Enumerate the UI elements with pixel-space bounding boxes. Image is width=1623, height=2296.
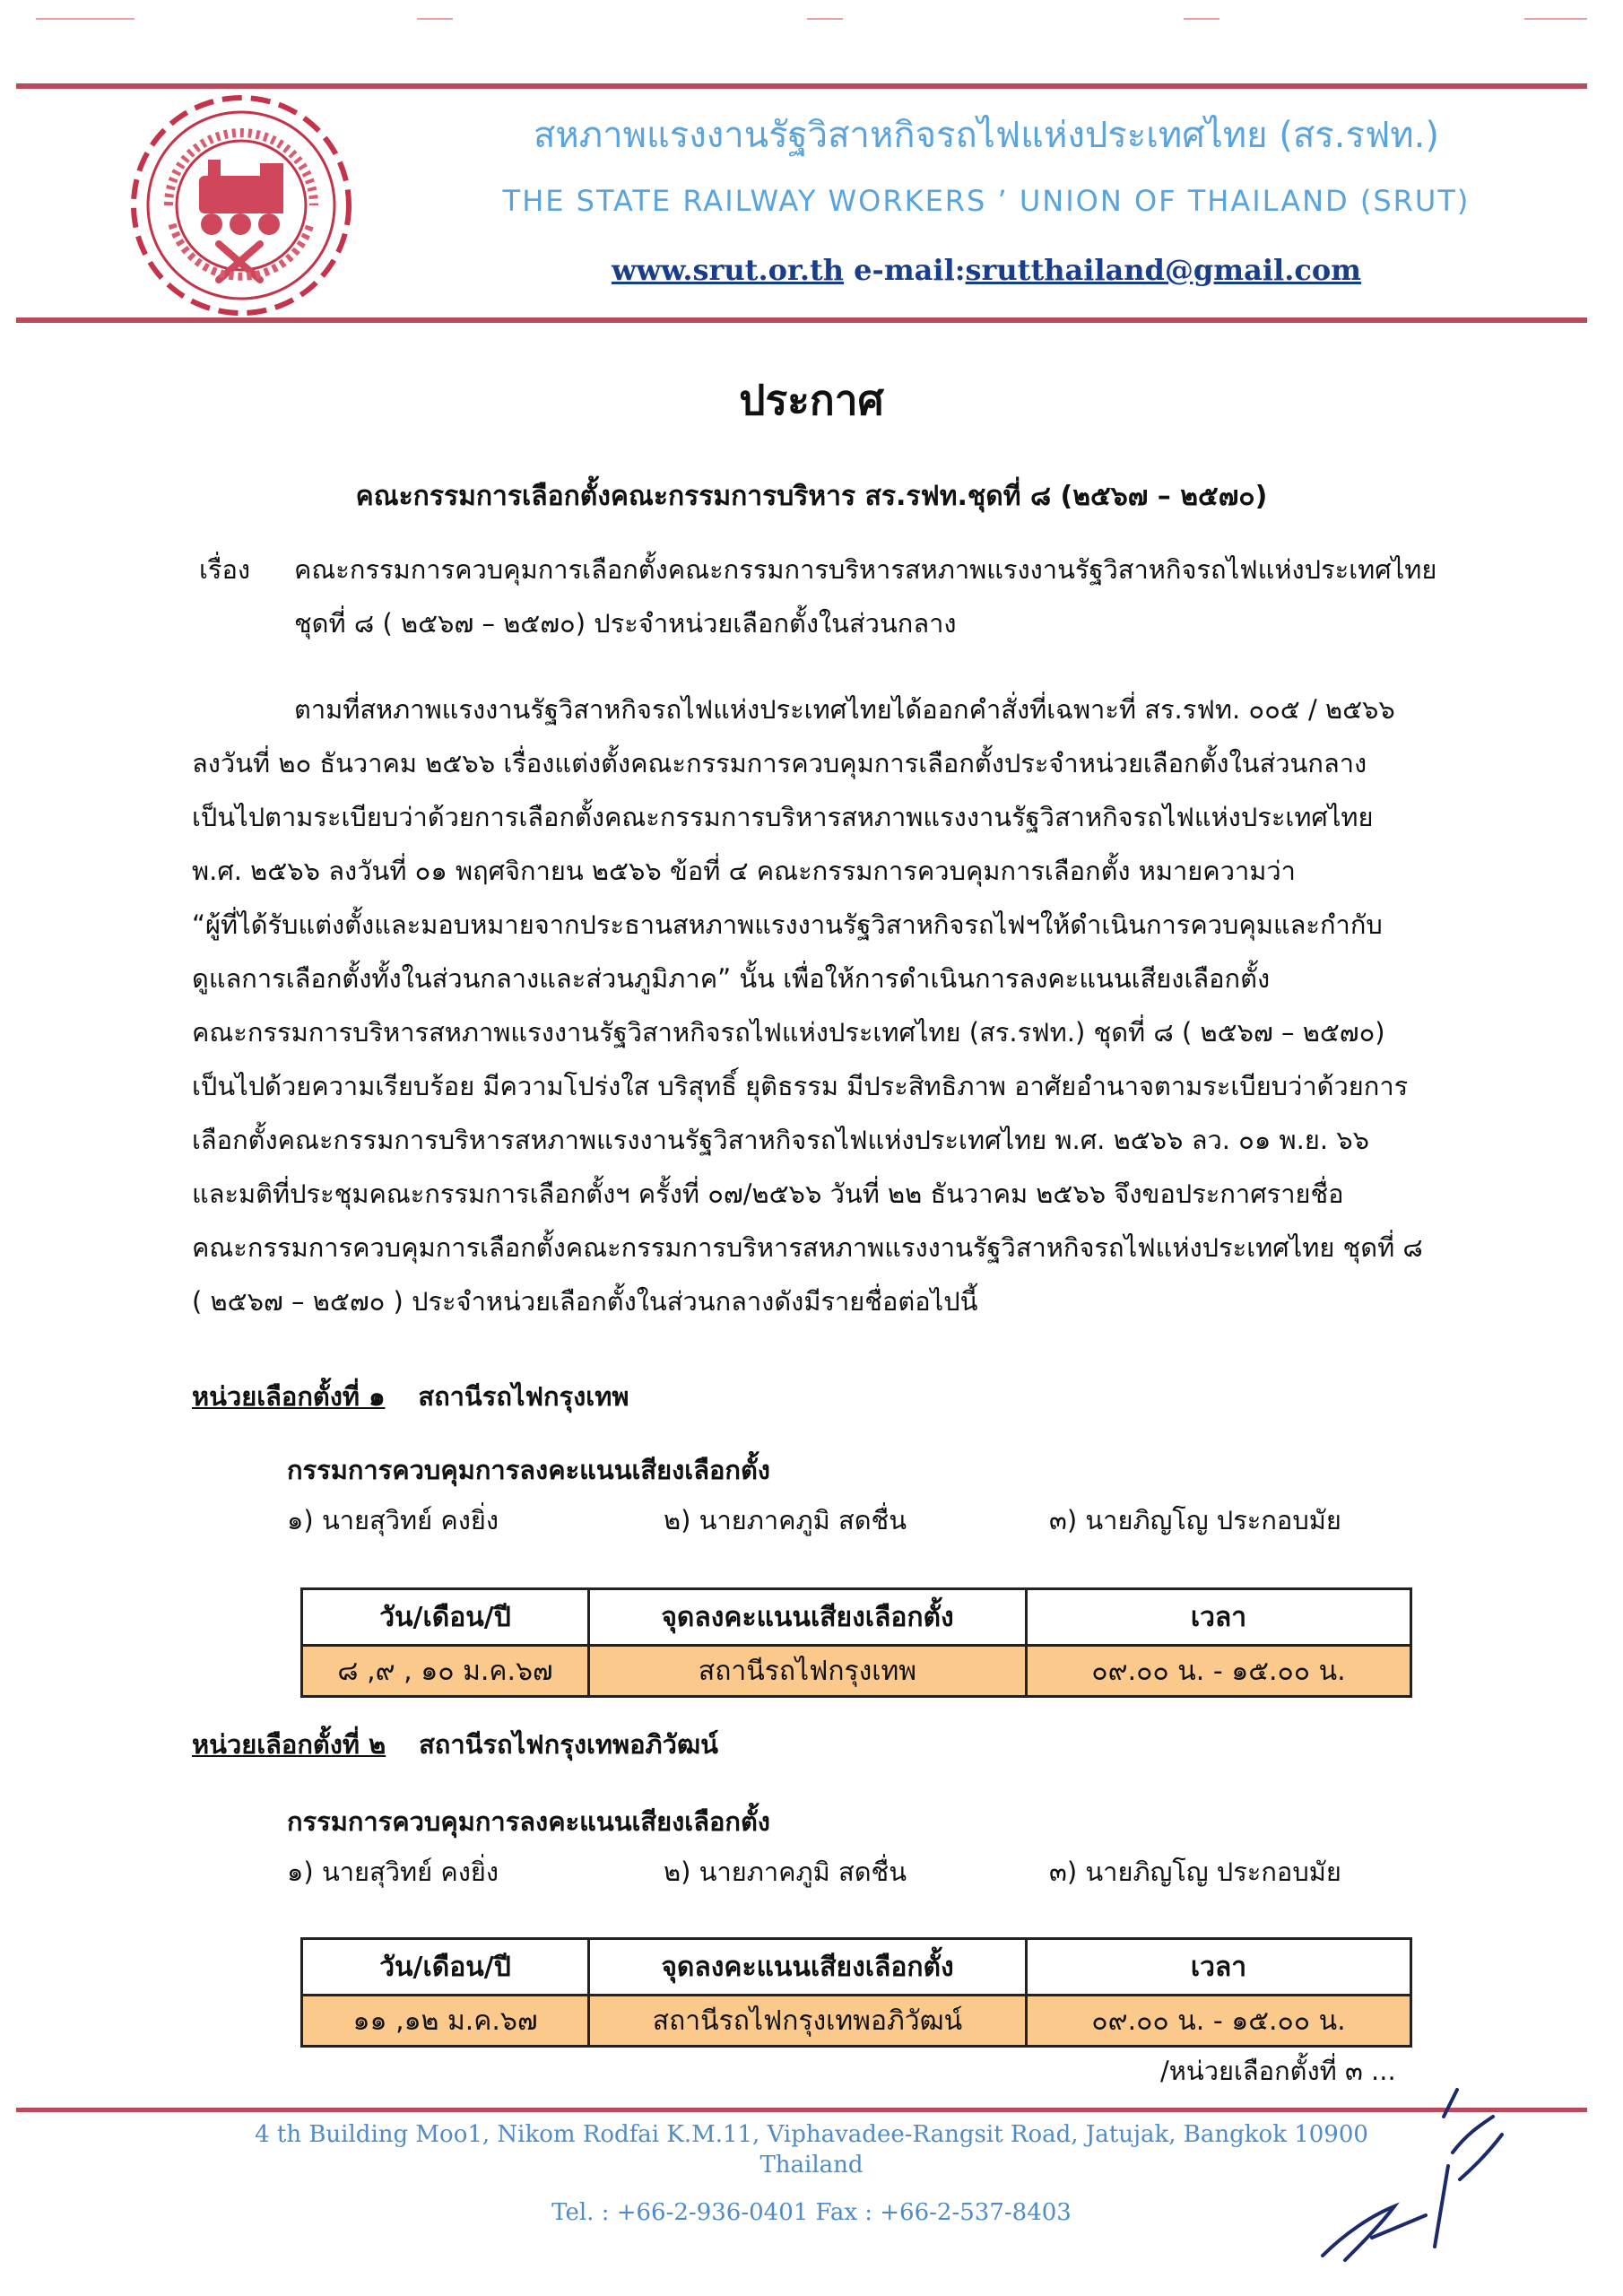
body-line: ดูแลการเลือกตั้งทั้งในส่วนกลางและส่วนภูมิภาค” นั้น เพื่อให้การดำเนินการลงคะแนนเสียงเลือกตั้ง	[192, 963, 1271, 994]
body-line: ลงวันที่ ๒๐ ธันวาคม ๒๕๖๖ เรื่องแต่งตั้งคณะกรรมการควบคุมการเลือกตั้งประจำหน่วยเลือกตั้งในส่วนกลาง	[192, 748, 1367, 778]
body-line: ( ๒๕๖๗ – ๒๕๗๐ ) ประจำหน่วยเลือกตั้งในส่วนกลางดังมีรายชื่อต่อไปนี้	[192, 1286, 978, 1317]
union-seal-icon	[126, 90, 357, 321]
unit-2-schedule-table	[300, 1937, 1412, 2048]
scan-mark	[417, 18, 453, 20]
header-bottom-rule	[16, 317, 1587, 323]
body-line: พ.ศ. ๒๕๖๖ ลงวันที่ ๐๑ พฤศจิกายน ๒๕๖๖ ข้อที่ ๔ คณะกรรมการควบคุมการเลือกตั้ง หมายความว่า	[192, 856, 1296, 886]
committee-member: ๑) นายสุวิทย์ คงยิ่ง	[287, 1505, 499, 1535]
address-line: 4 th Building Moo1, Nikom Rodfai K.M.11, Viphavadee-Rangsit Road, Jatujak, Bangkok 10900	[255, 2121, 1368, 2148]
org-name-english: THE STATE RAILWAY WORKERS ’ UNION OF THAILAND (SRUT)	[502, 184, 1471, 218]
unit-station: สถานีรถไฟกรุงเทพ	[418, 1381, 629, 1412]
footer-contact: Tel. : +66-2-936-0401 Fax : +66-2-537-8403	[551, 2199, 1072, 2226]
committee-label: กรรมการควบคุมการลงคะแนนเสียงเลือกตั้ง	[287, 1455, 770, 1485]
col-header-time: เวลา	[1027, 1939, 1411, 1996]
committee-label: กรรมการควบคุมการลงคะแนนเสียงเลือกตั้ง	[287, 1806, 770, 1837]
col-header-date: วัน/เดือน/ปี	[302, 1589, 589, 1646]
continuation-note: /หน่วยเลือกตั้งที่ ๓ ...	[1160, 2056, 1396, 2086]
address-line: Thailand	[759, 2152, 864, 2179]
header-top-rule	[16, 83, 1587, 89]
website-link[interactable]: www.srut.or.th	[611, 253, 845, 287]
col-header-location: จุดลงคะแนนเสียงเลือกตั้ง	[589, 1939, 1027, 1996]
scan-mark	[1524, 18, 1587, 20]
body-line: คณะกรรมการบริหารสหภาพแรงงานรัฐวิสาหกิจรถไฟแห่งประเทศไทย (สร.รฟท.) ชุดที่ ๘ ( ๒๕๖๗ – ๒๕๗๐)	[192, 1017, 1385, 1048]
body-line: ตามที่สหภาพแรงงานรัฐวิสาหกิจรถไฟแห่งประเทศไทยได้ออกคำสั่งที่เฉพาะที่ สร.รฟท. ๐๐๕ / ๒๕๖๖	[294, 694, 1395, 725]
body-line: เป็นไปตามระเบียบว่าด้วยการเลือกตั้งคณะกรรมการบริหารสหภาพแรงงานรัฐวิสาหกิจรถไฟแห่งประเทศไทย	[192, 802, 1374, 832]
body-line: เป็นไปด้วยความเรียบร้อย มีความโปร่งใส บริสุทธิ์ ยุติธรรม มีประสิทธิภาพ อาศัยอำนาจตามระเบียบว่าด้วยการ	[192, 1071, 1409, 1101]
committee-member: ๓) นายภิญโญ ประกอบมัย	[1049, 1857, 1341, 1887]
footer-address	[242, 2119, 1381, 2180]
subject-label: เรื่อง	[199, 554, 251, 585]
scan-mark	[1184, 18, 1219, 20]
body-line: “ผู้ที่ได้รับแต่งตั้งและมอบหมายจากประธานสหภาพแรงงานรัฐวิสาหกิจรถไฟฯให้ดำเนินการควบคุมและกำกับ	[192, 909, 1383, 940]
unit-heading: หน่วยเลือกตั้งที่ ๒	[192, 1729, 386, 1760]
table-header-row	[302, 1589, 1411, 1646]
cell-date: ๘ ,๙ , ๑๐ ม.ค.๖๗	[302, 1646, 589, 1697]
col-header-time: เวลา	[1027, 1589, 1411, 1646]
unit-2-header	[192, 1724, 718, 1765]
table-row	[302, 1646, 1411, 1697]
committee-member: ๒) นายภาคภูมิ สดชื่น	[664, 1857, 907, 1887]
subject-line: ชุดที่ ๘ ( ๒๕๖๗ – ๒๕๗๐) ประจำหน่วยเลือกตั้งในส่วนกลาง	[294, 608, 957, 639]
unit-1-schedule-table	[300, 1587, 1412, 1698]
unit-station: สถานีรถไฟกรุงเทพอภิวัฒน์	[419, 1729, 718, 1760]
org-name-thai: สหภาพแรงงานรัฐวิสาหกิจรถไฟแห่งประเทศไทย (สร.รฟท.)	[534, 115, 1439, 156]
table-header-row	[302, 1939, 1411, 1996]
handwritten-signature-icon	[1309, 2081, 1515, 2278]
email-link[interactable]: srutthailand@gmail.com	[965, 253, 1362, 287]
body-line: และมติที่ประชุมคณะกรรมการเลือกตั้งฯ ครั้งที่ ๐๗/๒๕๖๖ วันที่ ๒๒ ธันวาคม ๒๕๖๖ จึงขอประกาศรายชื่อ	[192, 1178, 1344, 1209]
col-header-date: วัน/เดือน/ปี	[302, 1939, 589, 1996]
cell-location: สถานีรถไฟกรุงเทพอภิวัฒน์	[589, 1996, 1027, 2047]
unit-1-header	[192, 1376, 629, 1417]
col-header-location: จุดลงคะแนนเสียงเลือกตั้ง	[589, 1589, 1027, 1646]
document-title: ประกาศ	[739, 376, 884, 424]
email-label: e-mail:	[854, 253, 966, 287]
cell-time: ๐๙.๐๐ น. - ๑๕.๐๐ น.	[1027, 1646, 1411, 1697]
cell-location: สถานีรถไฟกรุงเทพ	[589, 1646, 1027, 1697]
subject-line: คณะกรรมการควบคุมการเลือกตั้งคณะกรรมการบริหารสหภาพแรงงานรัฐวิสาหกิจรถไฟแห่งประเทศไทย	[294, 554, 1437, 585]
table-row	[302, 1996, 1411, 2047]
document-subtitle: คณะกรรมการเลือกตั้งคณะกรรมการบริหาร สร.รฟท.ชุดที่ ๘ (๒๕๖๗ – ๒๕๗๐)	[355, 481, 1268, 512]
scan-mark	[36, 18, 135, 20]
org-contact-line	[448, 253, 1524, 287]
body-line: คณะกรรมการควบคุมการเลือกตั้งคณะกรรมการบริหารสหภาพแรงงานรัฐวิสาหกิจรถไฟแห่งประเทศไทย ชุดที่ ๘	[192, 1232, 1423, 1263]
committee-member: ๑) นายสุวิทย์ คงยิ่ง	[287, 1857, 499, 1887]
committee-member: ๓) นายภิญโญ ประกอบมัย	[1049, 1505, 1341, 1535]
scan-mark	[807, 18, 843, 20]
committee-member: ๒) นายภาคภูมิ สดชื่น	[664, 1505, 907, 1535]
cell-date: ๑๑ ,๑๒ ม.ค.๖๗	[302, 1996, 589, 2047]
body-line: เลือกตั้งคณะกรรมการบริหารสหภาพแรงงานรัฐวิสาหกิจรถไฟแห่งประเทศไทย พ.ศ. ๒๕๖๖ ลว. ๐๑ พ.ย. ๖๖	[192, 1125, 1370, 1155]
unit-heading: หน่วยเลือกตั้งที่ ๑	[192, 1381, 386, 1412]
cell-time: ๐๙.๐๐ น. - ๑๕.๐๐ น.	[1027, 1996, 1411, 2047]
